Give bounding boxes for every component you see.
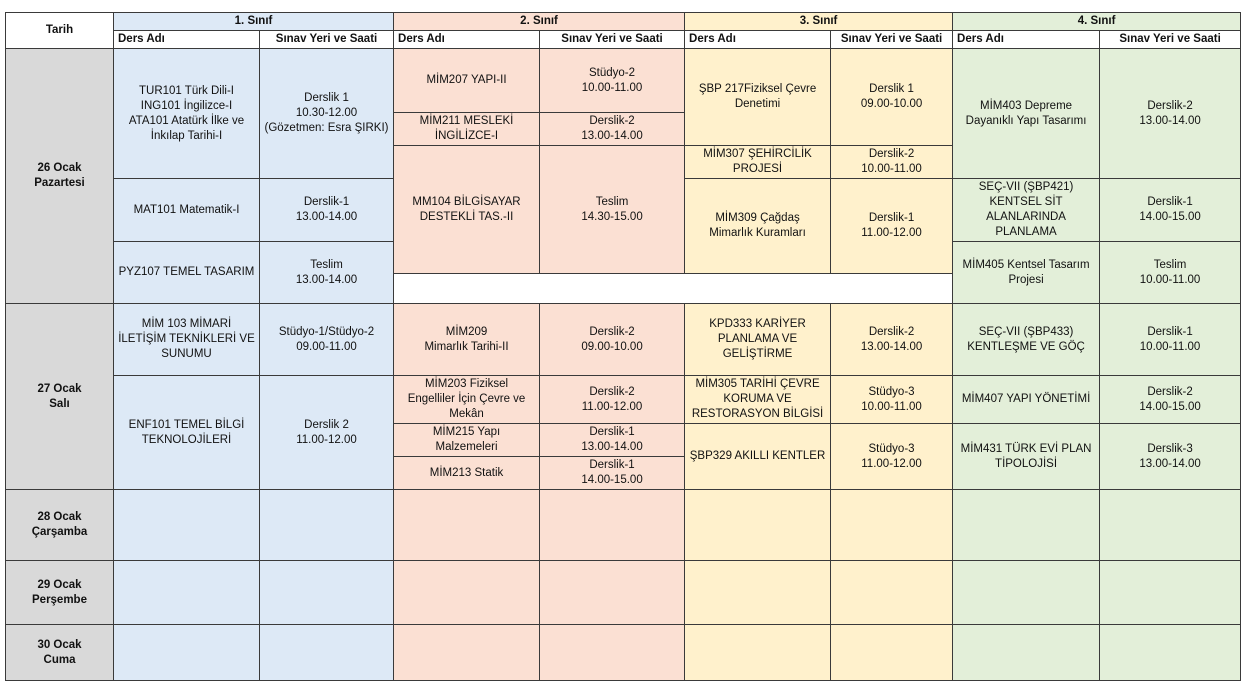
day-date: 30 Ocak bbox=[37, 638, 82, 651]
course-line: MİM 103 MİMARİ bbox=[141, 318, 232, 330]
course-g2-mon-2 bbox=[394, 113, 540, 146]
course-g4-mon-2 bbox=[953, 179, 1100, 242]
header-grade-2: 2. Sınıf bbox=[394, 13, 685, 31]
table-row bbox=[6, 625, 1241, 681]
course-line: MİM209 bbox=[445, 325, 488, 338]
room-g2-mon-1 bbox=[540, 49, 685, 113]
course-line: ŞBP329 AKILLI KENTLER bbox=[689, 450, 826, 462]
empty-cell bbox=[1100, 490, 1241, 561]
course-line: TİPOLOJİSİ bbox=[995, 457, 1058, 470]
course-g1-mon-1 bbox=[114, 49, 260, 179]
course-line: Dayanıklı Yapı Tasarımı bbox=[965, 114, 1087, 127]
course-g3-mon-3 bbox=[685, 179, 831, 274]
room-line: 10.00-11.00 bbox=[861, 163, 922, 175]
course-g4-tue-3 bbox=[953, 424, 1100, 490]
course-line: DESTEKLİ TAS.-II bbox=[419, 210, 514, 223]
room-line: (Gözetmen: Esra ŞIRKI) bbox=[264, 122, 389, 134]
room-line: Stüdyo-3 bbox=[868, 385, 915, 398]
room-line: Stüdyo-3 bbox=[868, 442, 915, 455]
day-cell-monday bbox=[6, 49, 114, 304]
empty-cell bbox=[1100, 561, 1241, 625]
course-line: KORUMA VE bbox=[723, 393, 792, 405]
room-line: Derslik-1 bbox=[868, 212, 915, 224]
room-line: 13.00-14.00 bbox=[295, 211, 358, 223]
header-exam-room: Sınav Yeri ve Saati bbox=[260, 31, 394, 49]
empty-cell bbox=[953, 561, 1100, 625]
room-line: Derslik 1 bbox=[869, 83, 914, 95]
course-line: TUR101 Türk Dili-I bbox=[139, 84, 234, 97]
table-row bbox=[6, 561, 1241, 625]
room-line: 13.00-14.00 bbox=[1139, 457, 1201, 470]
course-line: MM104 BİLGİSAYAR bbox=[412, 195, 521, 208]
room-line: 09.00-10.00 bbox=[581, 340, 643, 353]
empty-cell bbox=[685, 625, 831, 681]
room-line: 11.00-12.00 bbox=[861, 457, 922, 470]
course-g2-tue-3 bbox=[394, 424, 540, 457]
course-line: ING101 İngilizce-I bbox=[140, 99, 233, 112]
day-weekday: Çarşamba bbox=[31, 526, 88, 538]
course-line: KENTLEŞME VE GÖÇ bbox=[967, 340, 1085, 353]
course-line: Mekân bbox=[449, 408, 484, 420]
course-line: PYZ107 TEMEL TASARIM bbox=[118, 266, 255, 278]
room-line: 10.00-11.00 bbox=[581, 81, 643, 94]
course-line: Mimarlık Kuramları bbox=[709, 227, 806, 239]
course-line: İnkılap Tarihi-I bbox=[150, 129, 223, 142]
room-g1-tue-2 bbox=[260, 376, 394, 490]
table-row bbox=[6, 376, 1241, 424]
day-date: 27 Ocak bbox=[37, 382, 82, 395]
empty-cell bbox=[114, 490, 260, 561]
table-row bbox=[6, 490, 1241, 561]
course-g2-tue-1 bbox=[394, 304, 540, 376]
exam-schedule-table bbox=[5, 12, 1241, 681]
room-g3-mon-2 bbox=[831, 146, 953, 179]
room-line: 11.00-12.00 bbox=[296, 433, 357, 446]
room-line: 10.00-11.00 bbox=[1139, 273, 1201, 286]
room-line: 09.00-10.00 bbox=[860, 98, 923, 110]
room-line: 11.00-12.00 bbox=[861, 227, 922, 239]
course-line: İLETİŞİM TEKNİKLERİ VE bbox=[118, 333, 255, 345]
day-date: 26 Ocak bbox=[37, 162, 82, 174]
course-line: MİM309 Çağdaş bbox=[715, 212, 800, 224]
table-row bbox=[6, 304, 1241, 376]
empty-cell bbox=[260, 625, 394, 681]
course-g3-tue-1 bbox=[685, 304, 831, 376]
room-line: 14.00-15.00 bbox=[1139, 211, 1201, 223]
room-line: Stüdyo-2 bbox=[589, 66, 636, 79]
course-line: İNGİLİZCE-I bbox=[434, 130, 499, 142]
course-line: MİM407 YAPI YÖNETİMİ bbox=[961, 393, 1091, 405]
header-course-name: Ders Adı bbox=[394, 31, 540, 49]
empty-cell bbox=[540, 625, 685, 681]
course-line: Malzemeleri bbox=[435, 441, 498, 453]
header-date: Tarih bbox=[6, 13, 114, 49]
course-line: SEÇ-VII (ŞBP421) bbox=[978, 181, 1074, 193]
room-line: 10.00-11.00 bbox=[861, 400, 922, 413]
empty-cell bbox=[260, 490, 394, 561]
room-line: Derslik-1 bbox=[1147, 325, 1193, 338]
course-line: MİM307 ŞEHİRCİLİK bbox=[703, 148, 812, 160]
course-line: SUNUMU bbox=[161, 348, 212, 360]
room-line: Derslik 1 bbox=[304, 92, 349, 104]
room-g3-tue-2 bbox=[831, 376, 953, 424]
course-g3-tue-3 bbox=[685, 424, 831, 490]
course-g1-tue-2 bbox=[114, 376, 260, 490]
header-course-name: Ders Adı bbox=[114, 31, 260, 49]
room-line: Derslik-2 bbox=[1147, 99, 1193, 112]
room-g3-tue-3 bbox=[831, 424, 953, 490]
course-line: SEÇ-VII (ŞBP433) bbox=[978, 325, 1074, 338]
course-g2-mon-3 bbox=[394, 146, 540, 274]
course-line: ENF101 TEMEL BİLGİ bbox=[128, 418, 245, 431]
room-line: 13.00-14.00 bbox=[581, 441, 643, 453]
header-course-name: Ders Adı bbox=[953, 31, 1100, 49]
room-line: Derslik-3 bbox=[1147, 442, 1193, 455]
day-cell-tuesday bbox=[6, 304, 114, 490]
course-line: MAT101 Matematik-I bbox=[133, 203, 240, 216]
room-line: Derslik-2 bbox=[868, 325, 915, 338]
day-cell-friday bbox=[6, 625, 114, 681]
day-weekday: Cuma bbox=[43, 653, 76, 666]
room-line: 13.00-14.00 bbox=[860, 340, 923, 353]
room-g4-mon-1 bbox=[1100, 49, 1241, 179]
empty-cell bbox=[1100, 625, 1241, 681]
room-line: Stüdyo-1/Stüdyo-2 bbox=[278, 325, 375, 338]
room-line: Derslik-1 bbox=[303, 196, 350, 208]
course-line: Projesi bbox=[1008, 273, 1044, 286]
room-line: 14.00-15.00 bbox=[1139, 400, 1201, 413]
course-line: PLANLAMA VE bbox=[717, 333, 798, 345]
room-line: Teslim bbox=[310, 258, 343, 271]
course-line: KPD333 KARİYER bbox=[709, 318, 806, 330]
course-g1-mon-2 bbox=[114, 179, 260, 242]
day-weekday: Perşembe bbox=[32, 593, 87, 606]
course-line: Engelliler İçin Çevre ve bbox=[407, 393, 526, 405]
empty-cell bbox=[685, 561, 831, 625]
course-g4-tue-2 bbox=[953, 376, 1100, 424]
empty-cell bbox=[953, 625, 1100, 681]
course-line: MİM213 Statik bbox=[429, 466, 504, 479]
header-grade-4: 4. Sınıf bbox=[953, 13, 1241, 31]
course-line: ALANLARINDA bbox=[986, 211, 1066, 223]
empty-cell bbox=[394, 561, 540, 625]
header-exam-room: Sınav Yeri ve Saati bbox=[540, 31, 685, 49]
header-grade-1: 1. Sınıf bbox=[114, 13, 394, 31]
course-line: PROJESİ bbox=[732, 163, 783, 175]
room-g1-mon-2 bbox=[260, 179, 394, 242]
empty-cell bbox=[831, 490, 953, 561]
course-line: PLANLAMA bbox=[995, 226, 1057, 238]
room-g2-tue-1 bbox=[540, 304, 685, 376]
room-line: 09.00-11.00 bbox=[296, 340, 357, 353]
course-line: MİM431 TÜRK EVİ PLAN bbox=[960, 442, 1092, 455]
empty-cell bbox=[540, 561, 685, 625]
course-line: MİM403 Depreme bbox=[980, 99, 1073, 112]
empty-cell bbox=[260, 561, 394, 625]
empty-cell bbox=[831, 561, 953, 625]
table-row bbox=[6, 49, 1241, 113]
room-g4-tue-1 bbox=[1100, 304, 1241, 376]
room-line: Derslik-2 bbox=[589, 325, 635, 338]
room-g1-tue-1 bbox=[260, 304, 394, 376]
header-grade-3: 3. Sınıf bbox=[685, 13, 953, 31]
course-line: MİM207 YAPI-II bbox=[426, 74, 507, 86]
empty-cell bbox=[540, 490, 685, 561]
course-g3-mon-1 bbox=[685, 49, 831, 146]
day-weekday: Pazartesi bbox=[34, 177, 85, 189]
empty-cell bbox=[394, 490, 540, 561]
room-g4-mon-2 bbox=[1100, 179, 1241, 242]
course-line: MİM215 Yapı bbox=[432, 426, 501, 438]
room-line: Derslik-1 bbox=[589, 459, 635, 471]
room-g4-mon-3 bbox=[1100, 242, 1241, 304]
course-line: MİM203 Fiziksel bbox=[424, 378, 509, 390]
empty-cell bbox=[953, 490, 1100, 561]
room-g2-mon-2 bbox=[540, 113, 685, 146]
header-exam-room: Sınav Yeri ve Saati bbox=[1100, 31, 1241, 49]
room-line: 14.00-15.00 bbox=[581, 474, 643, 486]
header-exam-room: Sınav Yeri ve Saati bbox=[831, 31, 953, 49]
room-g2-tue-3 bbox=[540, 424, 685, 457]
course-line: MİM405 Kentsel Tasarım bbox=[962, 258, 1090, 271]
course-line: TEKNOLOJİLERİ bbox=[141, 433, 232, 446]
course-g1-mon-3 bbox=[114, 242, 260, 304]
room-g3-tue-1 bbox=[831, 304, 953, 376]
course-line: MİM305 TARİHİ ÇEVRE bbox=[695, 378, 820, 390]
room-line: Derslik-1 bbox=[589, 426, 635, 438]
course-g3-tue-2 bbox=[685, 376, 831, 424]
header-row-grades bbox=[6, 13, 1241, 31]
course-line: MİM211 MESLEKİ bbox=[419, 115, 514, 127]
empty-cell bbox=[394, 625, 540, 681]
room-line: Derslik-1 bbox=[1147, 196, 1193, 208]
room-g2-tue-4 bbox=[540, 457, 685, 490]
room-line: Teslim bbox=[595, 195, 629, 208]
room-line: 14.30-15.00 bbox=[581, 210, 643, 223]
day-date: 28 Ocak bbox=[37, 511, 82, 523]
room-g2-tue-2 bbox=[540, 376, 685, 424]
course-g2-mon-1 bbox=[394, 49, 540, 113]
room-g3-mon-3 bbox=[831, 179, 953, 274]
course-g2-tue-2 bbox=[394, 376, 540, 424]
room-line: 13.00-14.00 bbox=[581, 130, 643, 142]
course-line: GELİŞTİRME bbox=[722, 348, 793, 360]
empty-cell bbox=[114, 625, 260, 681]
day-weekday: Salı bbox=[49, 397, 70, 410]
room-line: Derslik-2 bbox=[589, 115, 635, 127]
header-course-name: Ders Adı bbox=[685, 31, 831, 49]
course-line: KENTSEL SİT bbox=[989, 196, 1063, 208]
empty-cell bbox=[831, 625, 953, 681]
room-g2-mon-3 bbox=[540, 146, 685, 274]
course-g2-tue-4 bbox=[394, 457, 540, 490]
course-g4-tue-1 bbox=[953, 304, 1100, 376]
room-g3-mon-1 bbox=[831, 49, 953, 146]
day-date: 29 Ocak bbox=[37, 578, 82, 591]
day-cell-thursday bbox=[6, 561, 114, 625]
empty-cell bbox=[685, 490, 831, 561]
room-line: 10.30-12.00 bbox=[295, 107, 358, 119]
course-g1-tue-1 bbox=[114, 304, 260, 376]
course-line: RESTORASYON BİLGİSİ bbox=[691, 408, 824, 420]
course-line: Mimarlık Tarihi-II bbox=[424, 340, 509, 353]
room-line: Derslik-2 bbox=[1147, 385, 1193, 398]
room-g4-tue-2 bbox=[1100, 376, 1241, 424]
room-line: 13.00-14.00 bbox=[1139, 114, 1201, 127]
room-line: Teslim bbox=[1153, 258, 1187, 271]
course-g4-mon-3 bbox=[953, 242, 1100, 304]
course-g3-mon-2 bbox=[685, 146, 831, 179]
course-line: ŞBP 217Fiziksel Çevre bbox=[698, 83, 817, 95]
course-g4-mon-1 bbox=[953, 49, 1100, 179]
room-line: 11.00-12.00 bbox=[581, 400, 643, 413]
header-row-columns bbox=[6, 31, 1241, 49]
room-line: Derslik 2 bbox=[304, 418, 349, 431]
room-line: 13.00-14.00 bbox=[295, 273, 358, 286]
room-g1-mon-3 bbox=[260, 242, 394, 304]
room-line: 10.00-11.00 bbox=[1139, 340, 1201, 353]
course-line: ATA101 Atatürk İlke ve bbox=[128, 114, 245, 127]
room-line: Derslik-2 bbox=[868, 148, 915, 160]
day-cell-wednesday bbox=[6, 490, 114, 561]
room-g4-tue-3 bbox=[1100, 424, 1241, 490]
course-line: Denetimi bbox=[734, 98, 781, 110]
empty-cell bbox=[114, 561, 260, 625]
room-line: Derslik-2 bbox=[589, 385, 635, 398]
room-g1-mon-1 bbox=[260, 49, 394, 179]
